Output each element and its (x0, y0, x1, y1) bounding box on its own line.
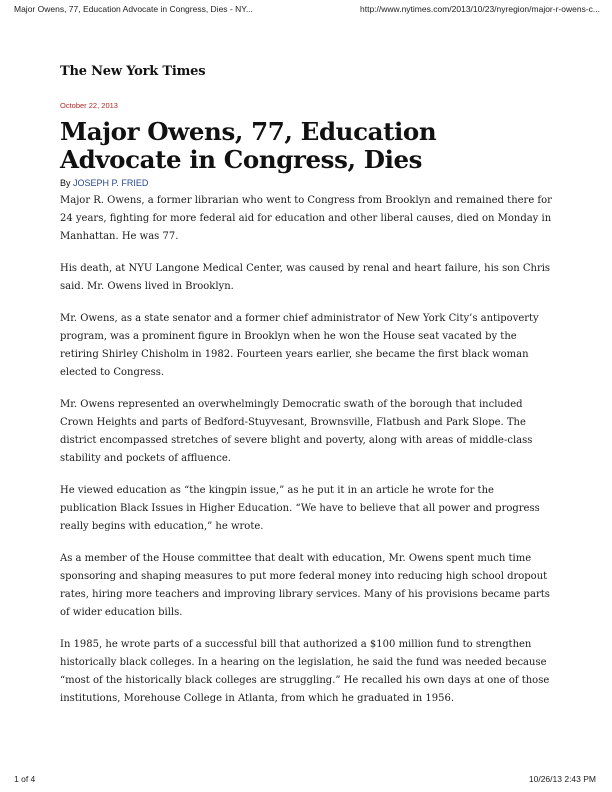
byline-author-link[interactable]: JOSEPH P. FRIED (73, 178, 149, 188)
masthead-logo: The New York Times (60, 64, 206, 79)
article-paragraph: His death, at NYU Langone Medical Center, was caused by renal and heart failure, his son Chris said. Mr. Owens lived in Brooklyn. (60, 263, 551, 292)
article-headline: Major Owens, 77, Education Advocate in Congress, Dies (60, 117, 437, 174)
print-header (14, 4, 600, 18)
print-datetime: 10/26/13 2:43 PM (528, 774, 596, 784)
page-count: 1 of 4 (14, 774, 36, 784)
article-paragraph: Mr. Owens represented an overwhelmingly Democratic swath of the borough that included Crown Heights and parts of Bedford-Stuyvesant, Brownsville, Flatbush and Park Slope. The district encompassed stretches of severe blight and poverty, along with areas of middle-class stability and pockets of affluence. (60, 399, 533, 464)
article-paragraph: In 1985, he wrote parts of a successful bill that authorized a $100 million fund to strengthen historically black colleges. In a hearing on the legislation, he said the fund was needed because “most of the historically black colleges are struggling.” He recalled his own days at one of those institutions, Morehouse College in Atlanta, from which he graduated in 1956. (60, 639, 550, 704)
print-header-url: http://www.nytimes.com/2013/10/23/nyregion/major-r-owens-c... (360, 4, 600, 14)
byline-prefix: By (60, 178, 71, 188)
article-body (60, 192, 552, 722)
print-header-title: Major Owens, 77, Education Advocate in Congress, Dies - NY... (14, 4, 253, 14)
article-paragraph: He viewed education as “the kingpin issue,” as he put it in an article he wrote for the publication Black Issues in Higher Education. “We have to believe that all power and progress really begins with education,” he wrote. (60, 485, 540, 532)
article-date: October 22, 2013 (60, 101, 118, 110)
article-paragraph: Mr. Owens, as a state senator and a former chief administrator of New York City’s antipoverty program, was a prominent figure in Brooklyn when he won the House seat vacated by the retiring Shirley Chisholm in 1982. Fourteen years earlier, she became the first black woman elected to Congress. (60, 313, 539, 378)
byline (60, 178, 148, 188)
print-footer (14, 770, 596, 784)
article-paragraph: Major R. Owens, a former librarian who went to Congress from Brooklyn and remained there for 24 years, fighting for more federal aid for education and other liberal causes, died on Monday in Manhattan. He was 77. (60, 195, 552, 242)
article-paragraph: As a member of the House committee that dealt with education, Mr. Owens spent much time sponsoring and shaping measures to put more federal money into reducing high school dropout rates, hiring more teachers and improving library services. Many of his provisions became parts of wider education bills. (60, 553, 550, 618)
